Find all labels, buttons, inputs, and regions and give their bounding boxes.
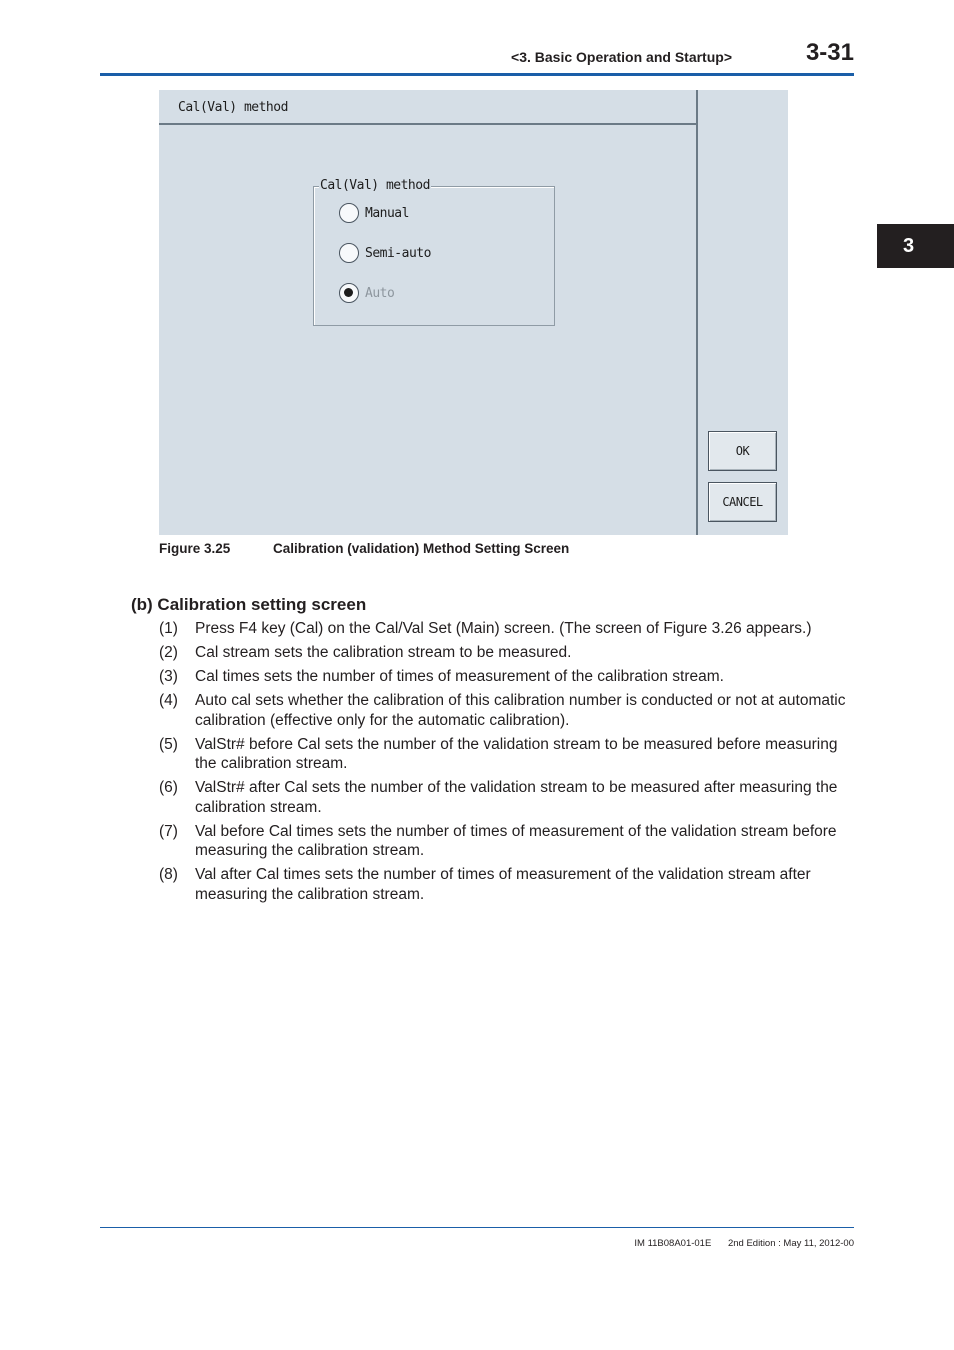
step-number: (1) [159, 620, 178, 637]
screen-figure [159, 90, 788, 535]
list-item [159, 643, 849, 663]
step-number: (3) [159, 668, 178, 685]
list-item [159, 865, 849, 904]
chapter-tab: 3 [877, 224, 954, 268]
step-number: (4) [159, 692, 178, 709]
ok-button[interactable]: OK [708, 431, 777, 471]
figure-number: Figure 3.25 [159, 541, 231, 556]
step-text: Cal times sets the number of times of measurement of the calibration stream. [195, 668, 724, 685]
radio-label: Auto [365, 285, 395, 301]
step-number: (7) [159, 822, 178, 840]
edition-date: 2nd Edition : May 11, 2012-00 [727, 1238, 854, 1249]
list-item [159, 735, 849, 774]
step-text: ValStr# before Cal sets the number of the validation stream to be measured before measuring the calibration stream. [195, 735, 838, 772]
step-text: Auto cal sets whether the calibration of this calibration number is conducted or not at automatic calibration (effective only for the automatic calibration). [195, 692, 846, 729]
step-text: Press F4 key (Cal) on the Cal/Val Set (Main) screen. (The screen of Figure 3.26 appears.) [195, 620, 812, 637]
steps-list [159, 619, 849, 909]
step-number: (8) [159, 866, 178, 883]
radio-label: Semi-auto [365, 245, 431, 261]
step-text: Val after Cal times sets the number of times of measurement of the validation stream after measuring the calibration stream. [195, 866, 811, 903]
radio-option-manual[interactable] [339, 200, 409, 226]
list-item [159, 619, 849, 639]
list-item [159, 822, 849, 861]
cancel-button[interactable]: CANCEL [708, 482, 777, 522]
screen-title: Cal(Val) method [159, 90, 696, 125]
radio-label: Manual [365, 205, 409, 221]
radio-button-manual[interactable] [339, 203, 359, 223]
step-number: (2) [159, 644, 178, 661]
page-number: 3-31 [805, 39, 854, 66]
step-number: (6) [159, 779, 178, 796]
step-text: Val before Cal times sets the number of times of measurement of the validation stream before measuring the calibration stream. [195, 822, 837, 859]
radio-option-auto[interactable] [339, 280, 394, 306]
step-text: ValStr# after Cal sets the number of the validation stream to be measured after measuring the calibration stream. [195, 779, 838, 816]
step-text: Cal stream sets the calibration stream to be measured. [195, 644, 572, 661]
figure-caption [159, 541, 570, 556]
footer-rule [100, 1227, 854, 1228]
list-item [159, 778, 849, 817]
method-radio-group [313, 178, 555, 326]
group-label: Cal(Val) method [320, 178, 430, 193]
footer [634, 1238, 854, 1249]
step-number: (5) [159, 735, 178, 753]
header-rule [100, 73, 854, 76]
section-heading: (b) Calibration setting screen [131, 595, 367, 614]
radio-button-semi-auto[interactable] [339, 243, 359, 263]
radio-option-semi-auto[interactable] [339, 240, 431, 266]
radio-button-auto[interactable] [339, 283, 359, 303]
list-item [159, 667, 849, 687]
list-item [159, 691, 849, 730]
figure-title: Calibration (validation) Method Setting Screen [273, 541, 570, 556]
running-header: <3. Basic Operation and Startup> [511, 49, 732, 65]
document-id: IM 11B08A01-01E [634, 1238, 712, 1249]
